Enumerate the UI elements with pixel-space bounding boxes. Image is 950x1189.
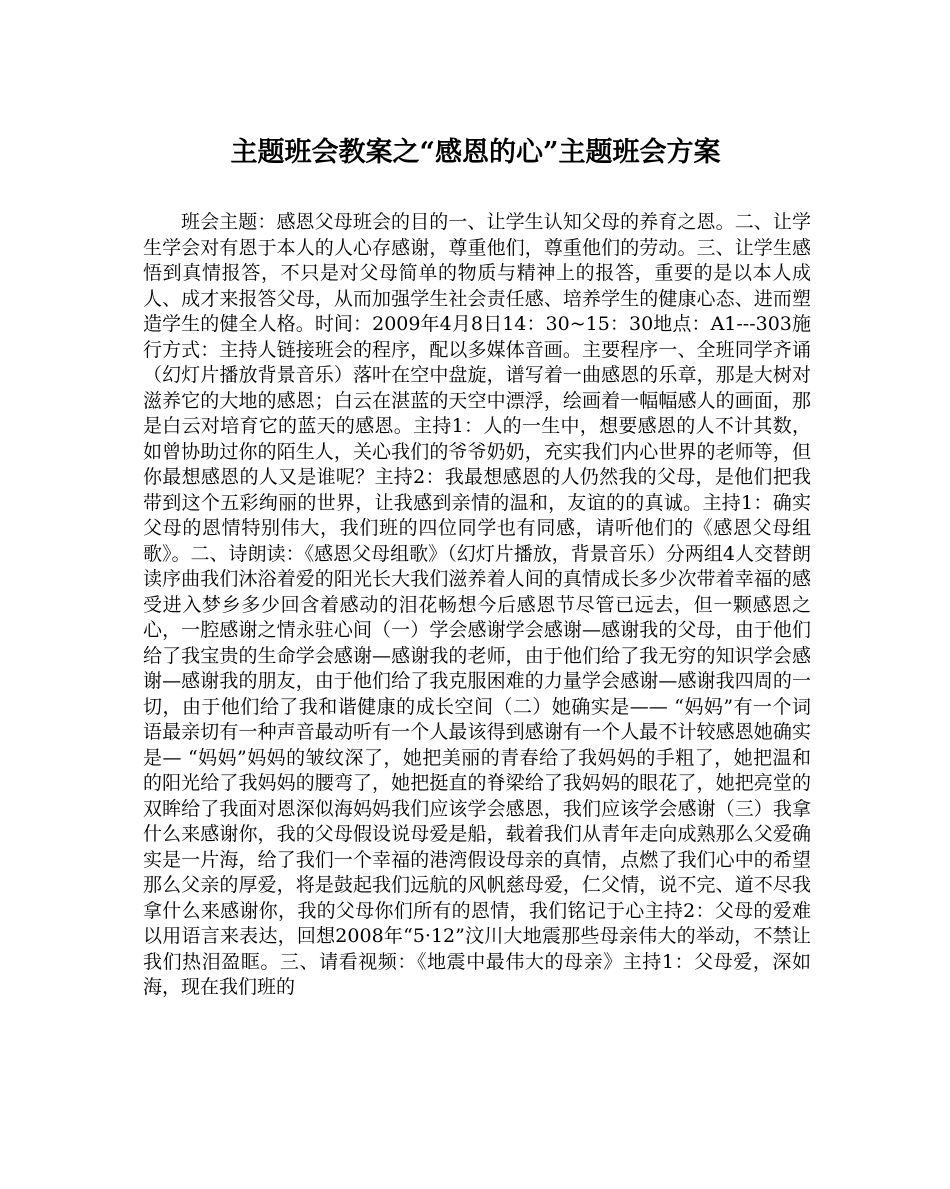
document-body-paragraph: 班会主题：感恩父母班会的目的一、让学生认知父母的养育之恩。二、让学生学会对有恩于本人的人心存感谢，尊重他们，尊重他们的劳动。三、让学生感悟到真情报答，不只是对父母简单的物质与精神上的报答，重要的是以本人成人、成才来报答父母，从而加强学生社会责任感、培养学生的健康心态、进而塑造学生的健全人格。时间：2009年4月8日14：30~15：30地点：A1---303施行方式：主持人链接班会的程序，配以多媒体音画。主要程序一、全班同学齐诵（幻灯片播放背景音乐）落叶在空中盘旋，谱写着一曲感恩的乐章，那是大树对滋养它的大地的感恩；白云在湛蓝的天空中漂浮，绘画着一幅幅感人的画面，那是白云对培育它的蓝天的感恩。主持1：人的一生中，想要感恩的人不计其数，如曾协助过你的陌生人，关心我们的爷爷奶奶，充实我们内心世界的老师等，但你最想感恩的人又是谁呢？主持2：我最想感恩的人仍然我的父母，是他们把我带到这个五彩绚丽的世界，让我感到亲情的温和，友谊的的真诚。主持1：确实父母的恩情特别伟大，我们班的四位同学也有同感，请听他们的《感恩父母组歌》。二、诗朗读：《感恩父母组歌》（幻灯片播放，背景音乐）分两组4人交替朗读序曲我们沐浴着爱的阳光长大我们滋养着人间的真情成长多少次带着幸福的感受进入梦乡多少回含着感动的泪花畅想今后感恩节尽管已远去，但一颗感恩之心，一腔感谢之情永驻心间（一）学会感谢学会感谢—感谢我的父母，由于他们给了我宝贵的生命学会感谢—感谢我的老师，由于他们给了我无穷的知识学会感谢—感谢我的朋友，由于他们给了我克服困难的力量学会感谢—感谢我四周的一切，由于他们给了我和谐健康的成长空间（二）她确实是—— “妈妈”有一个词语最亲切有一种声音最动听有一个人最该得到感谢有一个人最不计较感恩她确实是— “妈妈”妈妈的皱纹深了，她把美丽的青春给了我妈妈的手粗了，她把温和的阳光给了我妈妈的腰弯了，她把挺直的脊梁给了我妈妈的眼花了，她把亮堂的双眸给了我面对恩深似海妈妈我们应该学会感恩，我们应该学会感谢（三）我拿什么来感谢你，我的父母假设说母爱是船，载着我们从青年走向成熟那么父爱确实是一片海，给了我们一个幸福的港湾假设母亲的真情，点燃了我们心中的希望那么父亲的厚爱，将是鼓起我们远航的风帆慈母爱，仁父情，说不完、道不尽我拿什么来感谢你，我的父母你们所有的恩情，我们铭记于心主持2：父母的爱难以用语言来表达，回想2008年“5·12”汶川大地震那些母亲伟大的举动，不禁让我们热泪盈眶。三、请看视频：《地震中最伟大的母亲》主持1：父母爱，深如海，现在我们班的 xyxy=(143,211,811,998)
document-title: 主题班会教案之“感恩的心”主题班会方案 xyxy=(230,137,721,168)
